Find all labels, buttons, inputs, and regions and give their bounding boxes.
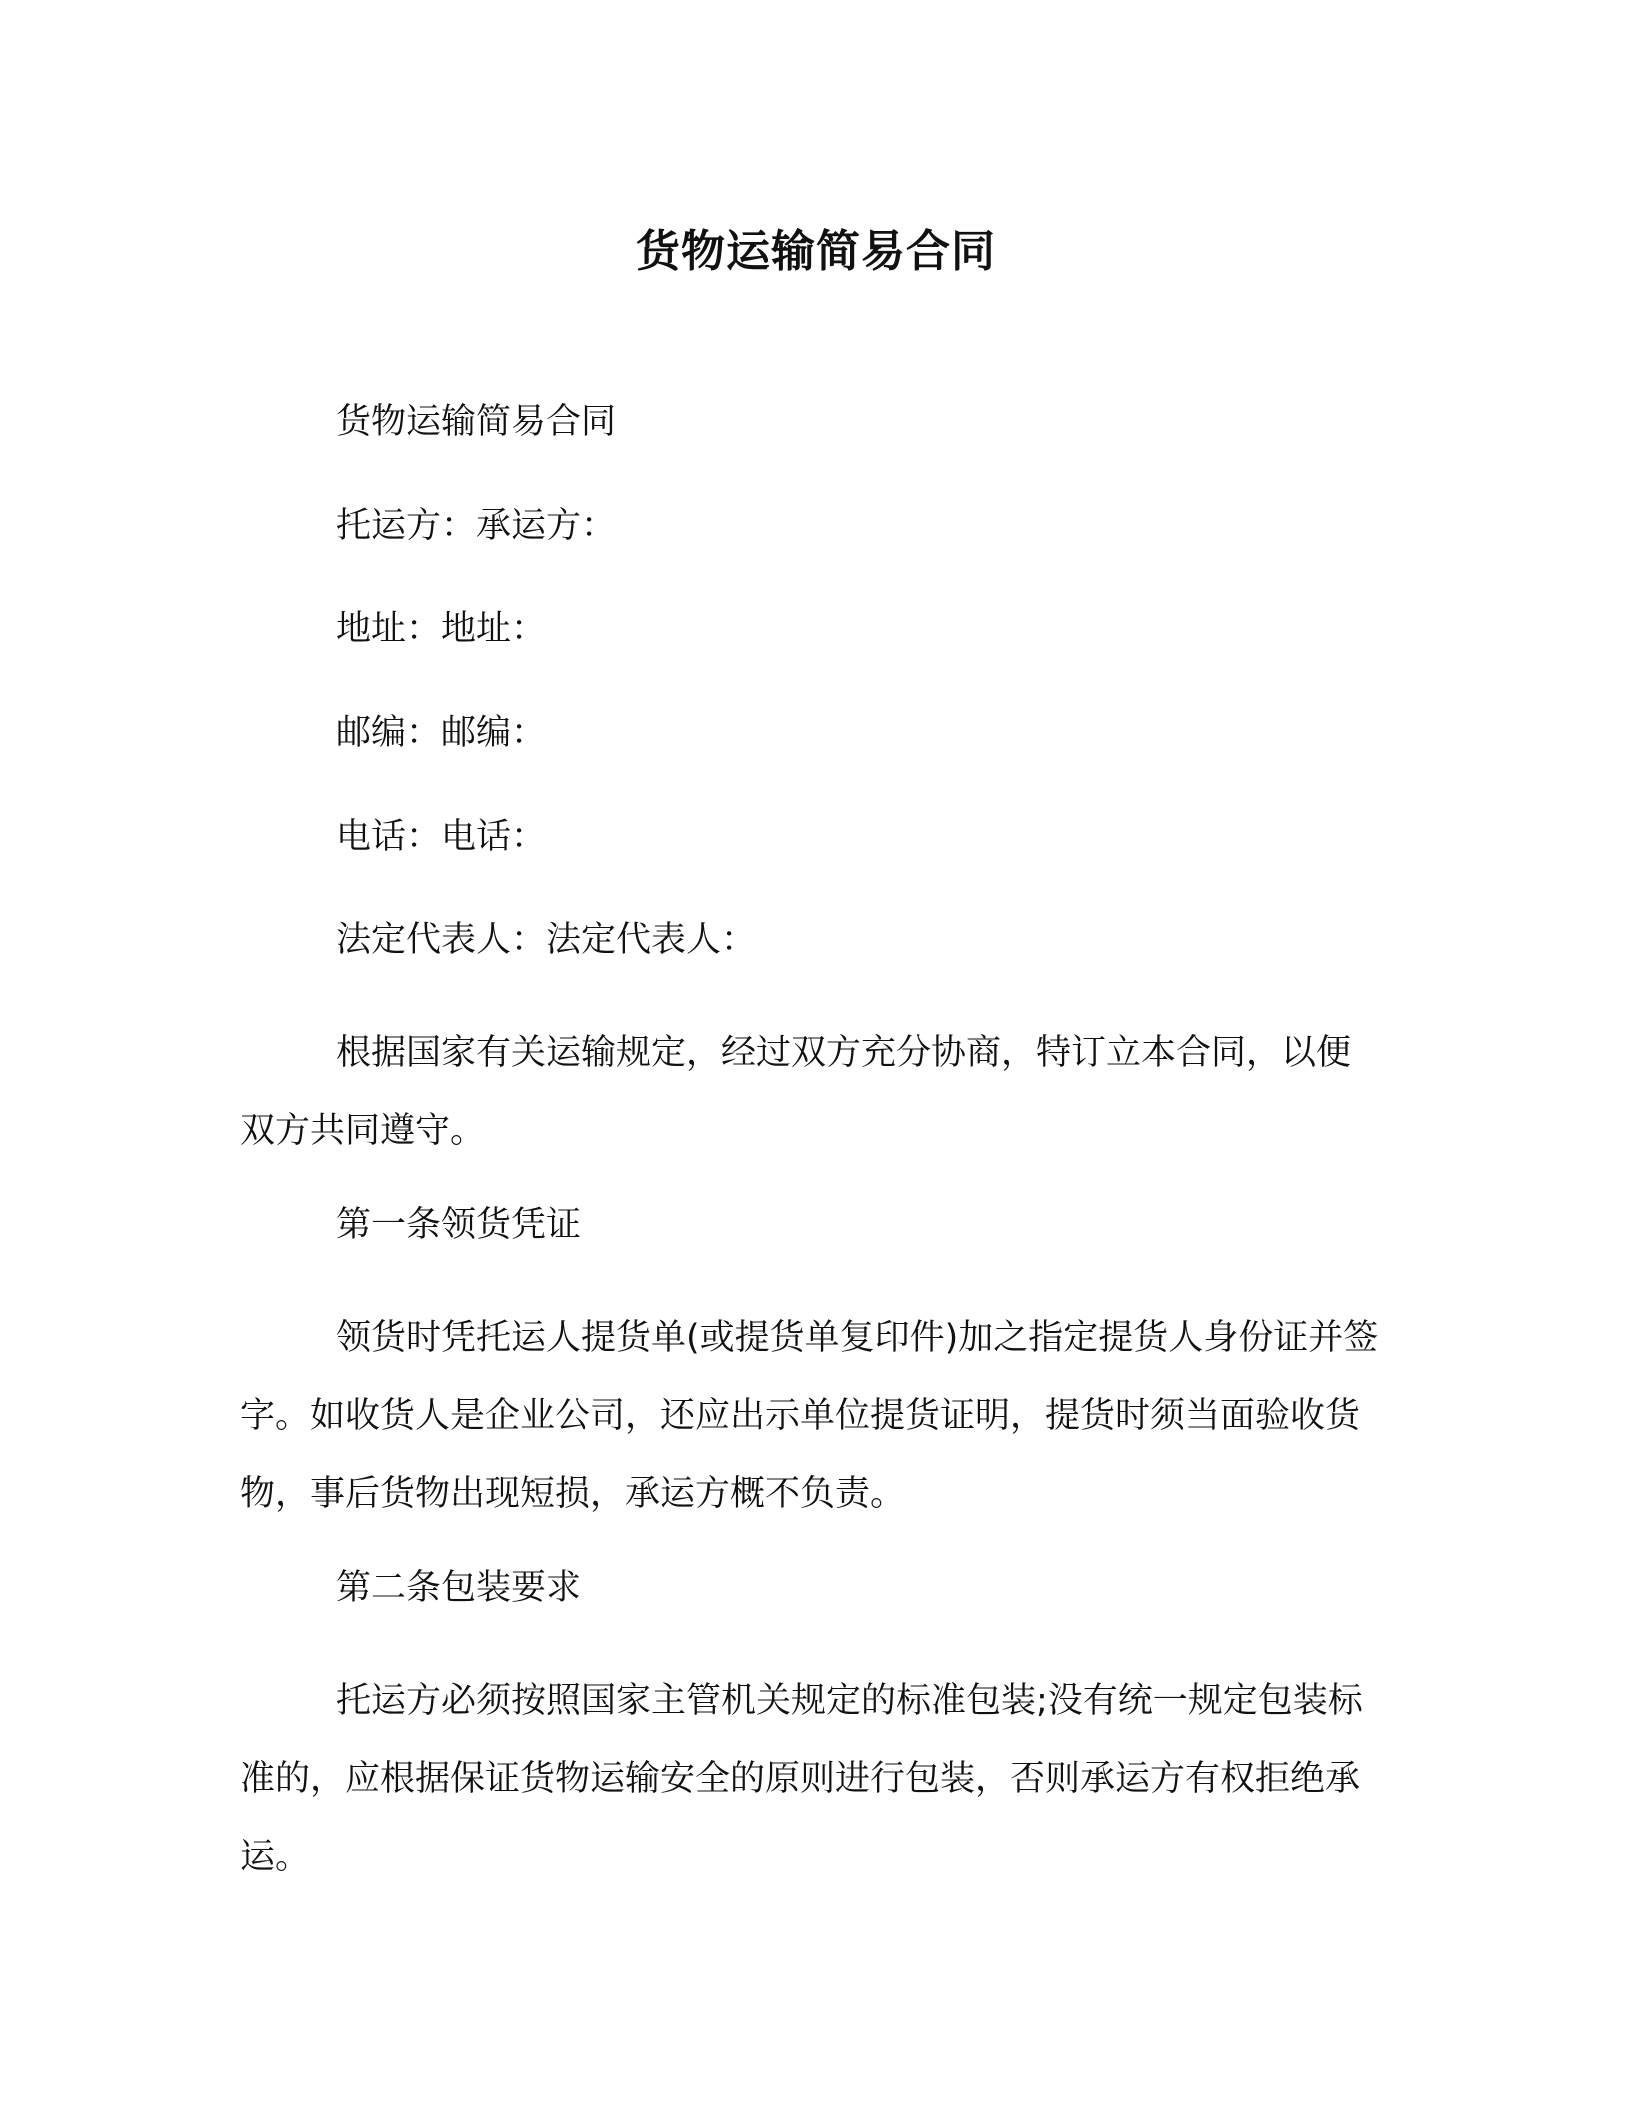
document-body bbox=[240, 392, 1380, 1921]
party-line-shipper-carrier: 托运方：承运方： bbox=[336, 505, 617, 546]
article-2-text: 托运方必须按照国家主管机关规定的标准包装;没有统一规定包装标准的，应根据保证货物运输安全的原则进行包装，否则承运方有权拒绝承运。 bbox=[240, 1680, 1363, 1877]
article-1-text: 领货时凭托运人提货单(或提货单复印件)加之指定提货人身份证并签字。如收货人是企业公司，还应出示单位提货证明，提货时须当面验收货物，事后货物出现短损，承运方概不负责。 bbox=[240, 1317, 1379, 1514]
party-line-phone: 电话：电话： bbox=[336, 816, 547, 857]
article-1-heading: 第一条领货凭证 bbox=[336, 1205, 582, 1246]
article-2-heading: 第二条包装要求 bbox=[336, 1567, 582, 1608]
intro-paragraph: 根据国家有关运输规定，经过双方充分协商，特订立本合同，以便双方共同遵守。 bbox=[240, 1033, 1352, 1152]
party-line-legal-rep: 法定代表人：法定代表人： bbox=[336, 920, 757, 961]
document-subtitle: 货物运输简易合同 bbox=[336, 402, 617, 442]
document-title: 货物运输简易合同 bbox=[636, 226, 996, 277]
party-line-address: 地址：地址： bbox=[336, 609, 547, 650]
party-line-postcode: 邮编：邮编： bbox=[336, 713, 547, 754]
